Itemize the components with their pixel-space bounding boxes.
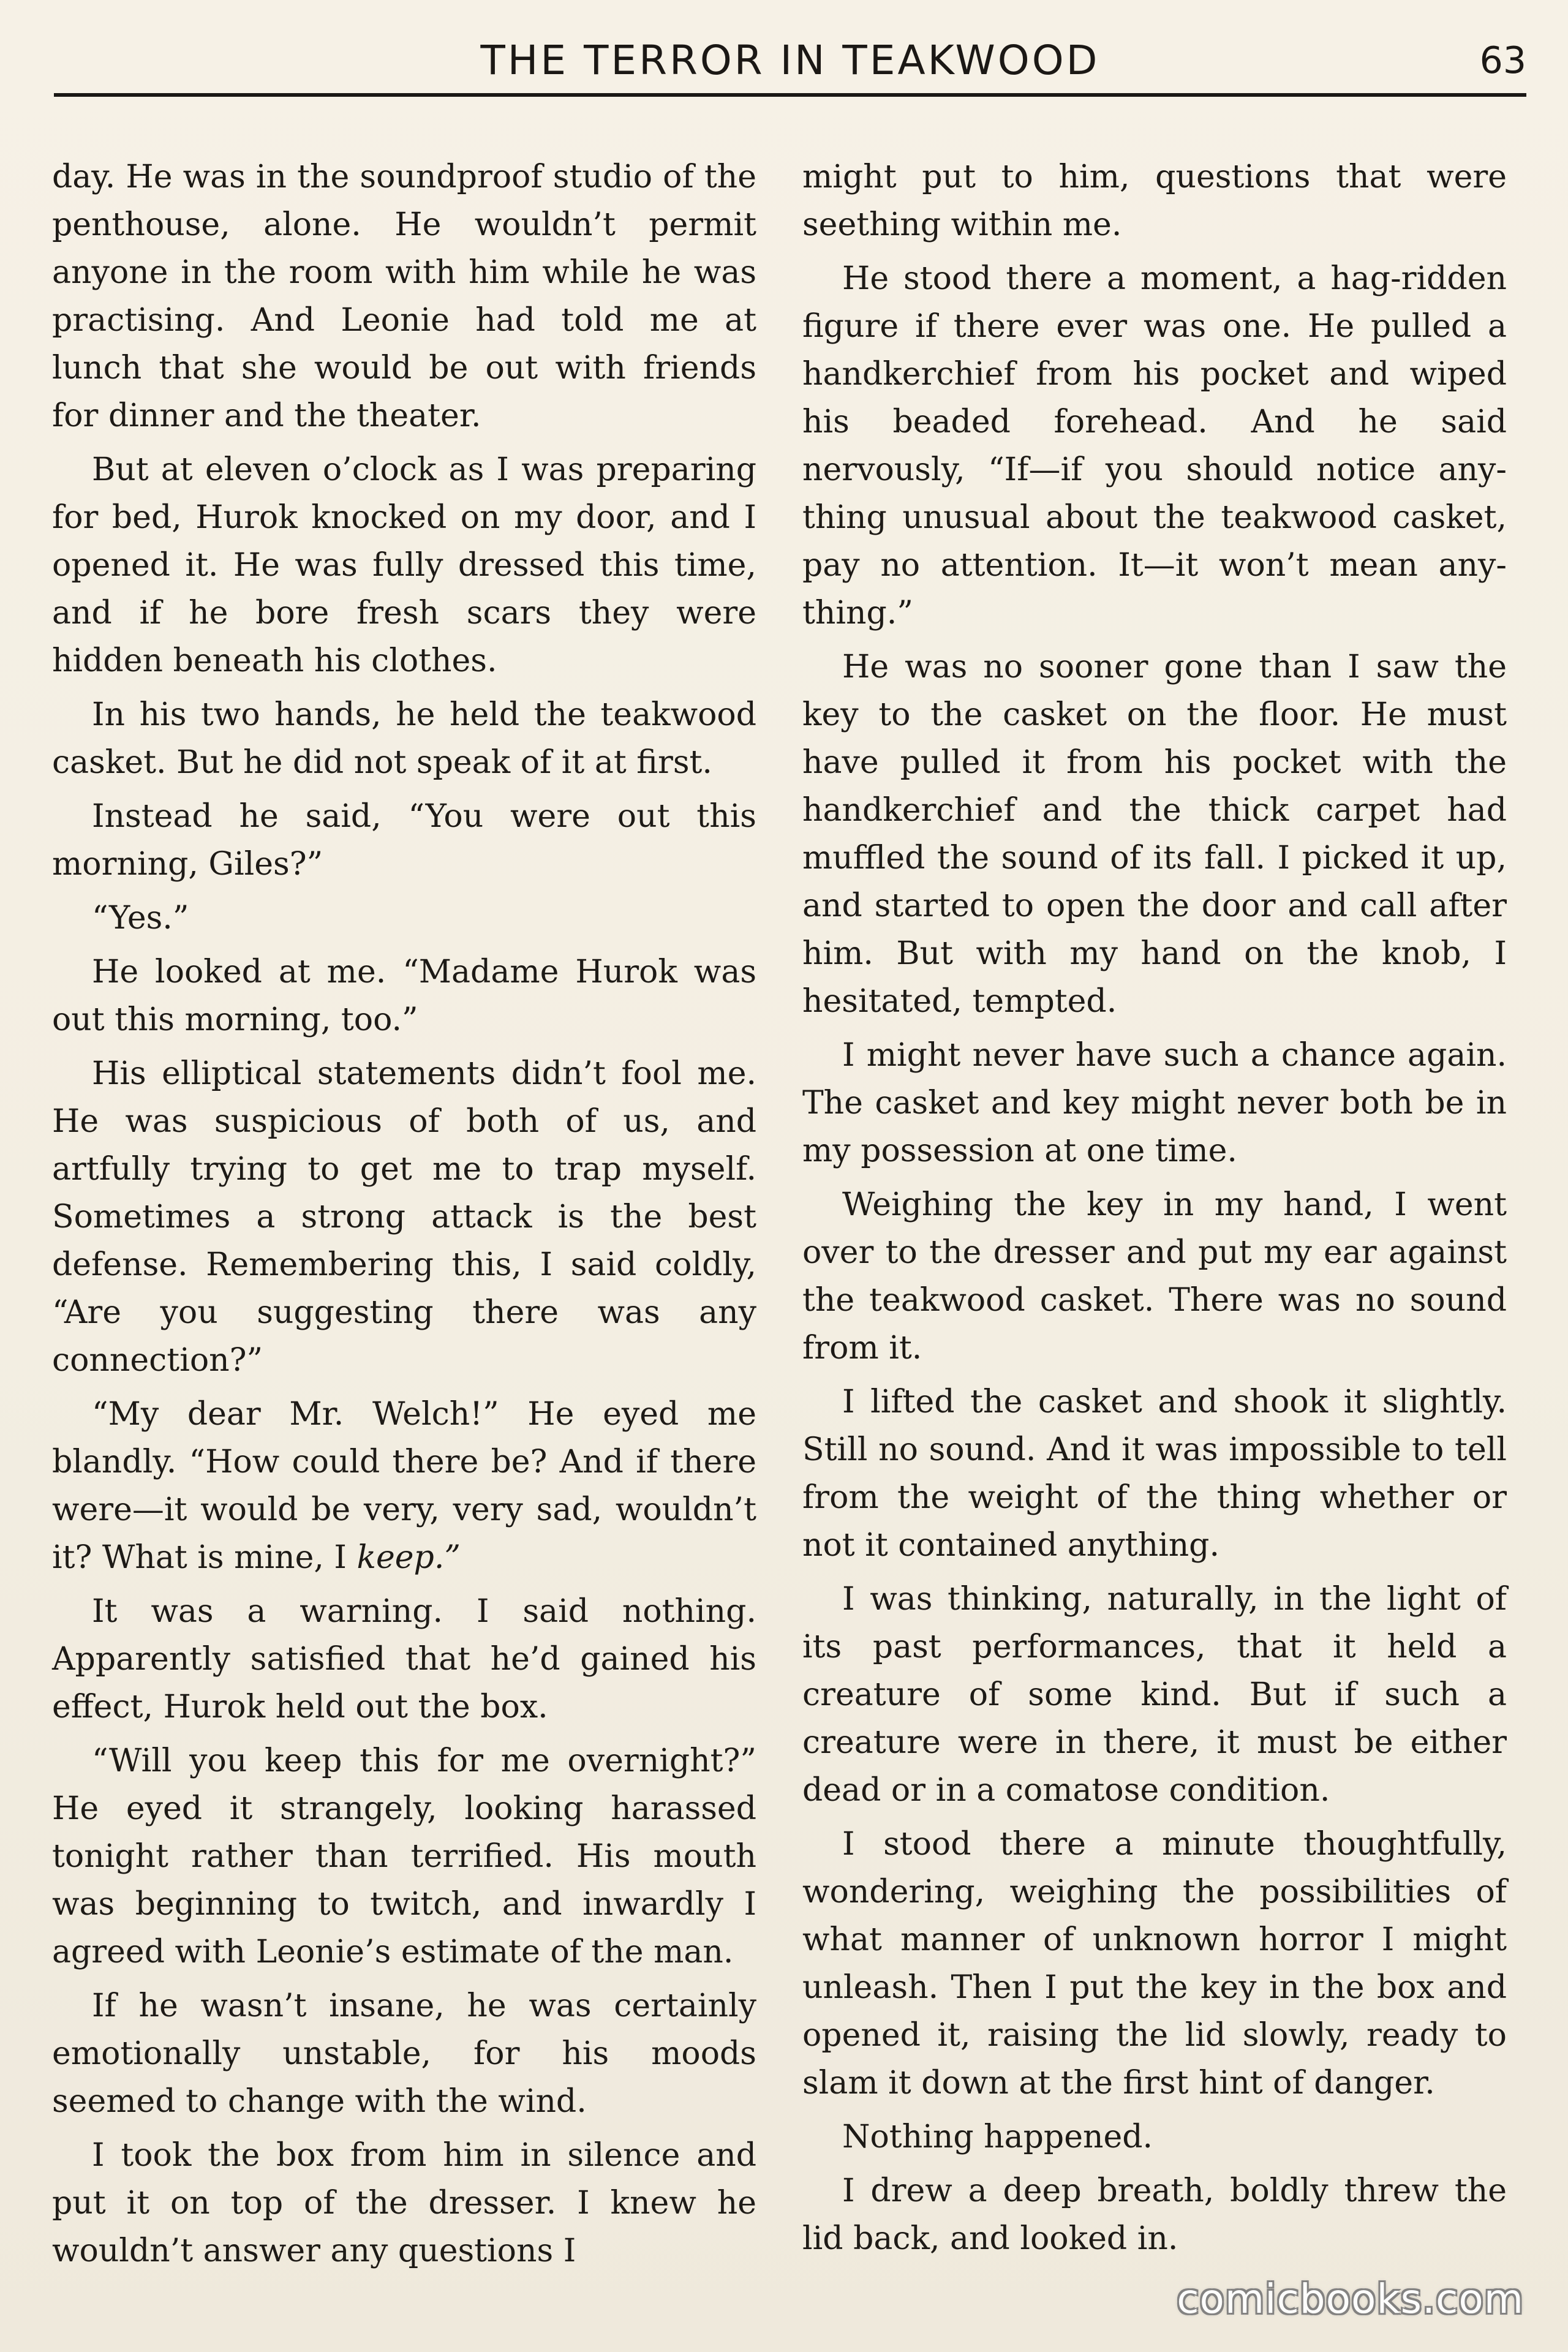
paragraph: I lifted the casket and shook it slightly. Still no sound. And it was impossible to tell from the weight of the thing whether or not it contained anything. <box>802 1384 1507 1564</box>
paragraph: Nothing happened. <box>842 2119 1153 2155</box>
paragraph: He looked at me. “Madame Hurok was out this morning, too.” <box>52 954 756 1038</box>
paragraph: I stood there a minute thoughtfully, wondering, weighing the possibilities of what manner of unknown horror I might unleash. Then I put the key in the box and opened it, raising the lid slowly, ready to slam it down at the first hint of danger. <box>802 1826 1507 2101</box>
paragraph: Weighing the key in my hand, I went over to the dresser and put my ear against the teakwood casket. There was no sound from it. <box>802 1186 1507 1366</box>
paragraph: I drew a deep breath, boldly threw the lid back, and looked in. <box>802 2173 1507 2257</box>
running-header <box>54 32 1526 96</box>
paragraph: “Yes.” <box>92 900 189 937</box>
header-rule <box>54 93 1526 97</box>
site-watermark: comicbooks.com <box>1177 2275 1524 2323</box>
paragraph: I took the box from him in silence and put it on top of the dresser. I knew he wouldn’t answer any questions I <box>52 2137 756 2269</box>
left-column <box>52 153 756 2281</box>
paragraph: Instead he said, “You were out this morning, Giles?” <box>52 798 756 883</box>
paragraph: day. He was in the soundproof studio of the penthouse, alone. He wouldn’t permit anyone in the room with him while he was practising. And Leonie had told me at lunch that she would be out with friends for dinner and the theater. <box>52 159 756 434</box>
paragraph-text: “My dear Mr. Welch!” He eyed me blandly. “How could there be? And if there were—it would be very, very sad, wouldn’t it? What is mine, I <box>52 1396 756 1576</box>
paragraph: He stood there a moment, a hag-ridden figure if there ever was one. He pulled a handkerchief from his pocket and wiped his beaded forehead. And he said nervously, “If—if you should notice anything unusual about the teakwood casket, pay no attention. It—it won’t mean anything.” <box>802 260 1507 631</box>
page-number: 63 <box>1479 39 1526 82</box>
paragraph: might put to him, questions that were seething within me. <box>802 159 1507 243</box>
paragraph: I might never have such a chance again. The casket and key might never both be in my possession at one time. <box>802 1037 1507 1169</box>
paragraph: He was no sooner gone than I saw the key to the casket on the floor. He must have pulled it from his pocket with the handkerchief and the thick carpet had muffled the sound of its fall. I picked it up, and started to open the door and call after him. But with my hand on the knob, I hesitated, tempted. <box>802 649 1507 1020</box>
paragraph <box>52 1390 756 1581</box>
paragraph: “Will you keep this for me overnight?” He eyed it strangely, looking harassed tonight rather than terrified. His mouth was beginning to twitch, and inwardly I agreed with Leonie’s estimate of the man. <box>52 1743 756 1970</box>
paragraph: It was a warning. I said nothing. Apparently satisfied that he’d gained his effect, Hurok held out the box. <box>52 1593 756 1725</box>
paragraph: In his two hands, he held the teakwood casket. But he did not speak of it at first. <box>52 696 756 781</box>
right-column <box>802 153 1507 2269</box>
paragraph: His elliptical statements didn’t fool me. He was suspicious of both of us, and artfully trying to get me to trap myself. Sometimes a strong attack is the best defense. Remembering this, I said coldly, “Are you suggesting there was any connection?” <box>52 1055 756 1379</box>
paragraph: I was thinking, naturally, in the light of its past performances, that it held a creature of some kind. But if such a creature were in there, it must be either dead or in a comatose condition. <box>802 1581 1507 1809</box>
paragraph: If he wasn’t insane, he was certainly emotionally unstable, for his moods seemed to change with the wind. <box>52 1988 756 2120</box>
emphasized-word: keep.” <box>356 1539 461 1576</box>
paragraph: But at eleven o’clock as I was preparing for bed, Hurok knocked on my door, and I opened it. He was fully dressed this time, and if he bore fresh scars they were hidden beneath his clothes. <box>52 451 756 679</box>
story-title: THE TERROR IN TEAKWOOD <box>480 37 1100 84</box>
